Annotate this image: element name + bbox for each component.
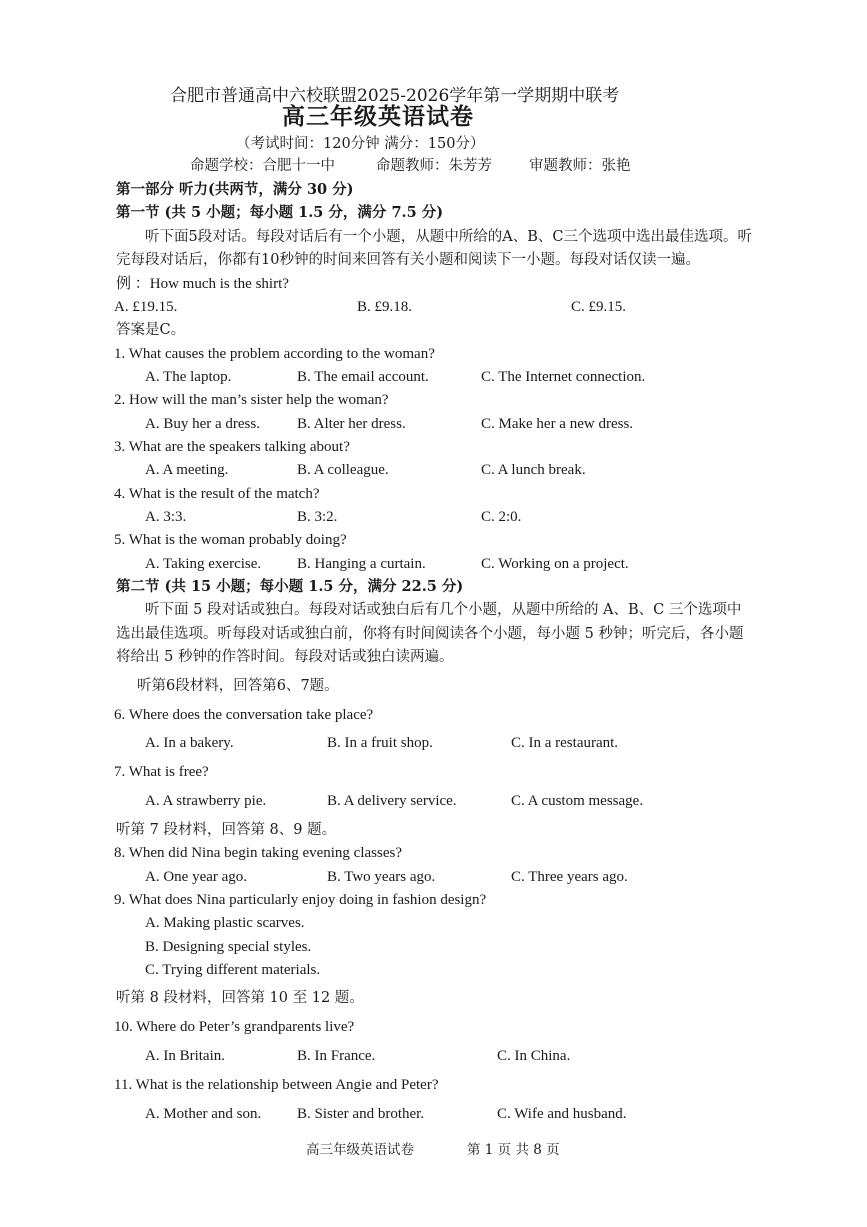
- paper-subtitle: 高三年级英语试卷: [282, 103, 474, 130]
- q1-option-b: B. The email account.: [297, 369, 429, 385]
- section1-instruction-2: 完每段对话后，你都有10秒钟的时间来回答有关小题和阅读下一小题。每段对话仅读一遍。: [116, 252, 700, 268]
- question-11: 11. What is the relationship between Angie and Peter?: [114, 1077, 439, 1093]
- q4-option-b: B. 3:2.: [297, 509, 338, 525]
- q2-option-a: A. Buy her a dress.: [145, 416, 260, 432]
- q8-option-c: C. Three years ago.: [511, 869, 628, 885]
- example-option-a: A. £19.15.: [114, 299, 178, 315]
- question-6: 6. Where does the conversation take place?: [114, 707, 374, 723]
- q7-option-b: B. A delivery service.: [327, 793, 457, 809]
- q7-option-a: A. A strawberry pie.: [145, 793, 267, 809]
- example-option-b: B. £9.18.: [357, 299, 413, 315]
- example-question: 例 ：How much is the shirt?: [116, 276, 289, 292]
- q4-option-c: C. 2:0.: [481, 509, 522, 525]
- q8-option-b: B. Two years ago.: [327, 869, 436, 885]
- q10-option-b: B. In France.: [297, 1048, 376, 1064]
- q5-option-c: C. Working on a project.: [481, 556, 629, 572]
- q9-option-b: B. Designing special styles.: [145, 939, 312, 955]
- question-10: 10. Where do Peter’s grandparents live?: [114, 1019, 355, 1035]
- q11-option-c: C. Wife and husband.: [497, 1106, 627, 1122]
- q7-option-c: C. A custom message.: [511, 793, 644, 809]
- material-6-note: 听第6段材料，回答第6、7题。: [137, 678, 339, 694]
- exam-title: 合肥市普通高中六校联盟2025-2026学年第一学期期中联考: [170, 86, 620, 106]
- section2-instruction-2: 选出最佳选项。听每段对话或独白前，你将有时间阅读各个小题，每小题 5 秒钟；听完后，各小题: [116, 626, 744, 642]
- q3-option-a: A. A meeting.: [145, 462, 229, 478]
- question-5: 5. What is the woman probably doing?: [114, 532, 347, 548]
- q10-option-a: A. In Britain.: [145, 1048, 225, 1064]
- q9-option-a: A. Making plastic scarves.: [145, 915, 305, 931]
- question-8: 8. When did Nina begin taking evening classes?: [114, 845, 402, 861]
- example-answer: 答案是C。: [116, 322, 186, 338]
- section2-instruction-3: 将给出 5 秒钟的作答时间。每段对话或独白读两遍。: [116, 649, 454, 665]
- q1-option-c: C. The Internet connection.: [481, 369, 646, 385]
- material-7-note: 听第 7 段材料，回答第 8、9 题。: [116, 822, 337, 838]
- exam-info: （考试时间：120分钟 满分：150分）: [236, 136, 485, 152]
- setter-school: 命题学校：合肥十一中: [190, 158, 335, 174]
- material-8-note: 听第 8 段材料，回答第 10 至 12 题。: [116, 990, 364, 1006]
- q3-option-c: C. A lunch break.: [481, 462, 586, 478]
- q3-option-b: B. A colleague.: [297, 462, 389, 478]
- q6-option-a: A. In a bakery.: [145, 735, 234, 751]
- question-2: 2. How will the man’s sister help the woman?: [114, 392, 389, 408]
- q4-option-a: A. 3:3.: [145, 509, 187, 525]
- example-option-c: C. £9.15.: [571, 299, 627, 315]
- section1-title: 第一节 (共 5 小题；每小题 1.5 分，满分 7.5 分): [116, 204, 444, 221]
- q2-option-c: C. Make her a new dress.: [481, 416, 634, 432]
- section1-instruction-1: 听下面5段对话。每段对话后有一个小题，从题中所给的A、B、C三个选项中选出最佳选项。听: [145, 229, 752, 245]
- section2-instruction-1: 听下面 5 段对话或独白。每段对话或独白后有几个小题，从题中所给的 A、B、C 三个选项中: [145, 602, 742, 618]
- q11-option-b: B. Sister and brother.: [297, 1106, 425, 1122]
- reviewer-teacher: 审题教师：张艳: [529, 158, 631, 174]
- question-9: 9. What does Nina particularly enjoy doing in fashion design?: [114, 892, 487, 908]
- q10-option-c: C. In China.: [497, 1048, 571, 1064]
- q2-option-b: B. Alter her dress.: [297, 416, 406, 432]
- question-4: 4. What is the result of the match?: [114, 486, 320, 502]
- q5-option-a: A. Taking exercise.: [145, 556, 262, 572]
- q1-option-a: A. The laptop.: [145, 369, 232, 385]
- footer-paper-name: 高三年级英语试卷: [306, 1142, 414, 1158]
- q8-option-a: A. One year ago.: [145, 869, 248, 885]
- q6-option-c: C. In a restaurant.: [511, 735, 619, 751]
- q5-option-b: B. Hanging a curtain.: [297, 556, 426, 572]
- question-1: 1. What causes the problem according to the woman?: [114, 346, 435, 362]
- question-3: 3. What are the speakers talking about?: [114, 439, 350, 455]
- page-number: 第 1 页 共 8 页: [467, 1142, 560, 1158]
- q6-option-b: B. In a fruit shop.: [327, 735, 433, 751]
- q11-option-a: A. Mother and son.: [145, 1106, 262, 1122]
- section2-title: 第二节 (共 15 小题；每小题 1.5 分，满分 22.5 分): [116, 578, 464, 595]
- part1-title: 第一部分 听力(共两节，满分 30 分): [116, 181, 354, 198]
- q9-option-c: C. Trying different materials.: [145, 962, 321, 978]
- setter-teacher: 命题教师：朱芳芳: [376, 158, 492, 174]
- question-7: 7. What is free?: [114, 764, 209, 780]
